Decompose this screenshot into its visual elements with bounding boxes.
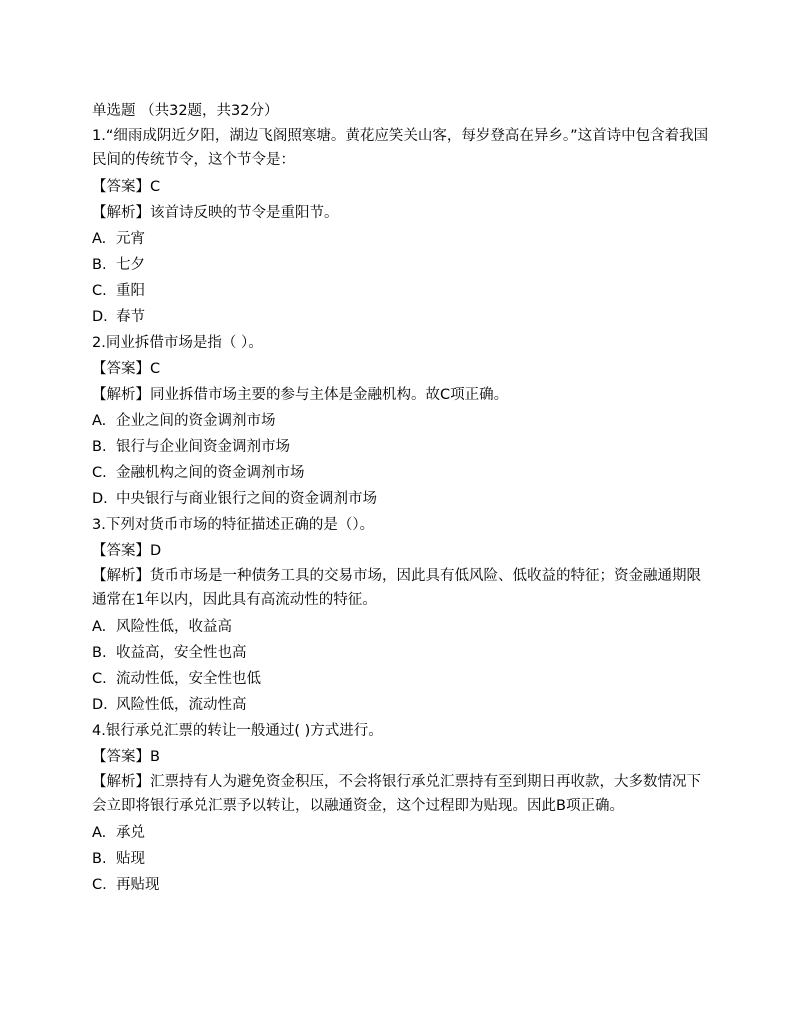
question-stem: 1.“细雨成阴近夕阳，湖边飞阁照寒塘。黄花应笑关山客，每岁登高在异乡。”这首诗中包含着我国民间的传统节令，这个节令是： (92, 128, 709, 168)
option-a (92, 820, 712, 846)
option-letter: D. (92, 697, 108, 713)
option-text: 银行与企业间资金调剂市场 (116, 439, 290, 455)
option-text: 流动性低，安全性也低 (116, 671, 261, 687)
option-text: 再贴现 (116, 877, 160, 893)
question-4 (92, 718, 712, 898)
option-letter: C. (92, 877, 107, 893)
analysis-line: 【解析】同业拆借市场主要的参与主体是金融机构。故C项正确。 (92, 387, 509, 403)
option-c (92, 460, 712, 486)
question-stem: 2.同业拆借市场是指（ ）。 (92, 335, 263, 351)
option-text: 金融机构之间的资金调剂市场 (116, 465, 305, 481)
option-letter: A. (92, 231, 107, 247)
option-text: 企业之间的资金调剂市场 (116, 413, 276, 429)
section-title: 单选题 （共32题，共32分） (92, 103, 279, 119)
option-text: 承兑 (116, 825, 145, 841)
option-b (92, 640, 712, 666)
option-a (92, 408, 712, 434)
option-text: 七夕 (116, 257, 145, 273)
question-stem: 4.银行承兑汇票的转让一般通过( )方式进行。 (92, 723, 383, 739)
option-c (92, 278, 712, 304)
option-d (92, 692, 712, 718)
option-c (92, 872, 712, 898)
option-letter: A. (92, 825, 107, 841)
question-2 (92, 330, 712, 512)
option-letter: B. (92, 439, 107, 455)
option-text: 收益高，安全性也高 (116, 645, 247, 661)
answer-line: 【答案】D (92, 543, 162, 559)
answer-line: 【答案】C (92, 179, 161, 195)
option-text: 贴现 (116, 851, 145, 867)
option-text: 元宵 (116, 231, 145, 247)
option-letter: A. (92, 413, 107, 429)
option-a (92, 614, 712, 640)
option-letter: C. (92, 283, 107, 299)
option-letter: D. (92, 491, 108, 507)
option-letter: B. (92, 851, 107, 867)
option-letter: D. (92, 309, 108, 325)
option-text: 春节 (116, 309, 145, 325)
analysis-line: 【解析】该首诗反映的节令是重阳节。 (92, 205, 339, 221)
option-b (92, 434, 712, 460)
option-letter: B. (92, 645, 107, 661)
answer-line: 【答案】B (92, 749, 160, 765)
analysis-line: 【解析】汇票持有人为避免资金积压，不会将银行承兑汇票持有至到期日再收款，大多数情况下会立即将银行承兑汇票予以转让，以融通资金，这个过程即为贴现。因此B项正确。 (92, 774, 701, 814)
option-letter: C. (92, 465, 107, 481)
option-letter: A. (92, 619, 107, 635)
question-1 (92, 124, 712, 330)
option-text: 重阳 (116, 283, 145, 299)
analysis-line: 【解析】货币市场是一种债务工具的交易市场，因此具有低风险、低收益的特征；资金融通期限通常在1年以内，因此具有高流动性的特征。 (92, 568, 701, 608)
option-text: 中央银行与商业银行之间的资金调剂市场 (116, 491, 377, 507)
option-letter: B. (92, 257, 107, 273)
option-b (92, 846, 712, 872)
option-letter: C. (92, 671, 107, 687)
option-text: 风险性低，流动性高 (116, 697, 247, 713)
question-3 (92, 512, 712, 718)
document-page (92, 98, 712, 898)
answer-line: 【答案】C (92, 361, 161, 377)
question-stem: 3.下列对货币市场的特征描述正确的是（）。 (92, 517, 375, 533)
option-text: 风险性低，收益高 (116, 619, 232, 635)
option-a (92, 226, 712, 252)
option-d (92, 486, 712, 512)
option-c (92, 666, 712, 692)
option-b (92, 252, 712, 278)
option-d (92, 304, 712, 330)
